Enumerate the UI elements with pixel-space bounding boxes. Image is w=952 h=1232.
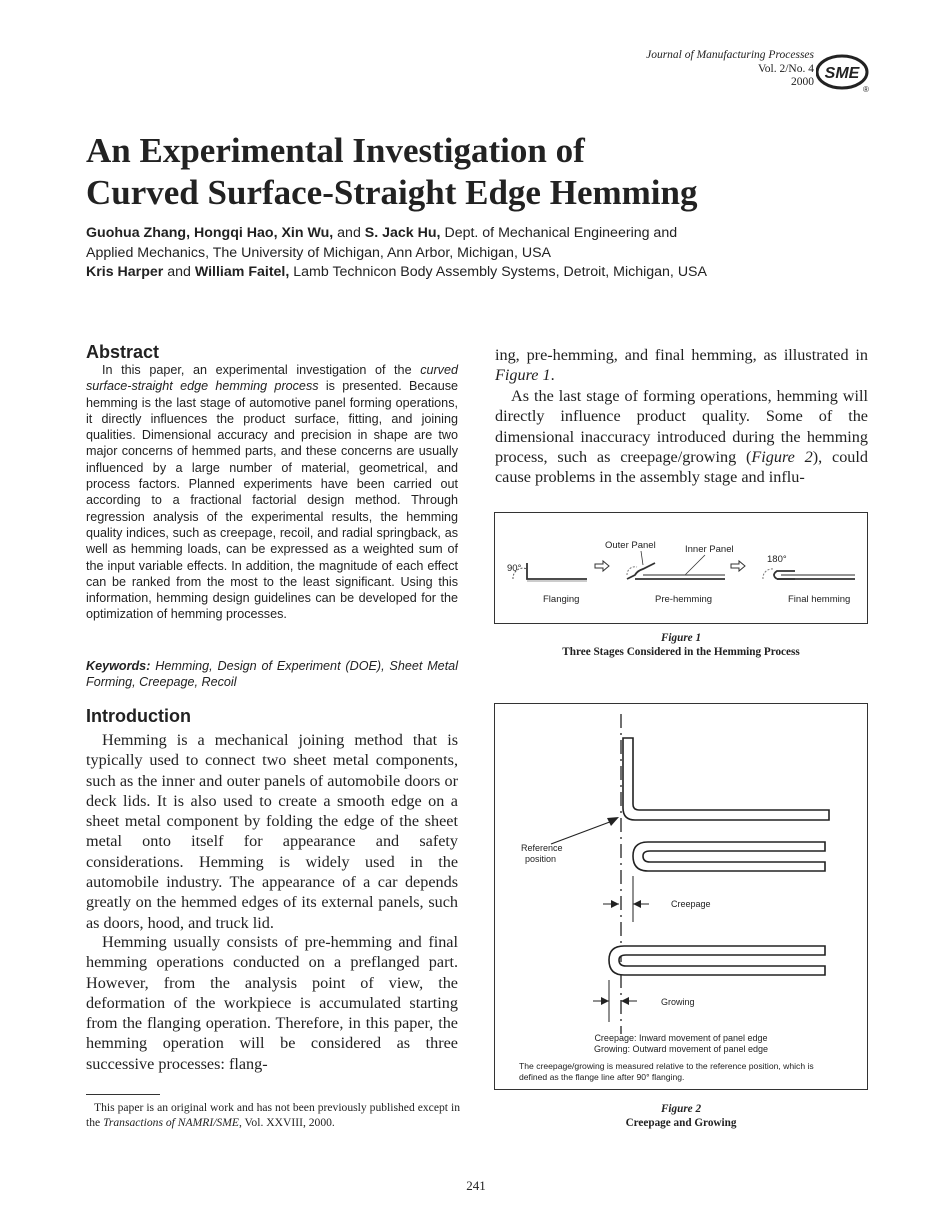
creepage-arrow-right	[633, 900, 641, 908]
figure-2-note-line-2: defined as the flange line after 90° flanging.	[519, 1072, 685, 1082]
journal-info	[646, 49, 814, 90]
process-arrow-1	[595, 561, 609, 571]
author-line-1: Guohua Zhang, Hongqi Hao, Xin Wu, and S. Jack Hu, Dept. of Mechanical Engineering and	[86, 225, 678, 241]
figure-1-reference[interactable]: Figure 1	[495, 366, 551, 385]
stage-flanging-label: Flanging	[543, 594, 580, 605]
keywords-value: Hemming, Design of Experiment (DOE), Sheet Metal Forming, Creepage, Recoil	[86, 659, 458, 690]
keywords-label: Keywords:	[86, 659, 151, 673]
right-paragraph-1: ing, pre-hemming, and final hemming, as illustrated in Figure 1.	[495, 346, 868, 385]
figure-1	[494, 512, 868, 624]
abstract-text: In this paper, an experimental investigation of the curved surface-straight edge hemming process is presented. Because hemming is the last stage of automotive panel forming operations, it directly influences the product surface, fitting, and joining qualities. Dimensional accuracy and precision in shape are two major concerns of hemmed parts, and these concerns are usually influenced by a large number of material, geometrical, and process factors. Planned experiments have been carried out according to a fractional factorial design method. Through regression analysis of the experimental results, the hemming quality indices, such as creepage, recoil, and radial springback, as well as hemming loads, can be expressed as a weighted sum of the input variable effects. In addition, the magnitude of each effect can be ranked from the most to the least significant. Using this information, hemming design guidelines can be developed for the optimization of hemming processes.	[86, 363, 458, 622]
introduction-heading: Introduction	[86, 706, 191, 726]
creepage-arrow-left	[611, 900, 619, 908]
growing-hem-shape	[609, 946, 825, 975]
figure-2-reference[interactable]: Figure 2	[751, 447, 813, 466]
stage-final-hemming-label: Final hemming	[788, 594, 851, 605]
reference-pointer	[551, 820, 615, 844]
figure-2	[494, 703, 868, 1090]
title-line-1: An Experimental Investigation of	[86, 131, 585, 170]
figure-1-caption	[494, 632, 868, 659]
figure-1-drawing	[495, 513, 867, 623]
registered-mark: ®	[863, 85, 869, 94]
creepage-hem-shape	[633, 842, 825, 871]
intro-paragraph-1: Hemming is a mechanical joining method that is typically used to connect two sheet metal components, such as the inner and outer panels of automobile doors or deck lids. It is also used to create a smooth edge on a sheet metal component by folding the edge of the sheet metal onto itself for appearance and safety considerations. Hemming is widely used in the automobile industry. The appearance of a car depends greatly on the hemmed edges of its external panels, such as doors, hood, and truck lid.	[86, 731, 458, 932]
figure-2-caption	[494, 1103, 868, 1130]
title-line-2: Curved Surface-Straight Edge Hemming	[86, 173, 698, 212]
growing-label: Growing	[661, 997, 695, 1007]
figure-2-drawing	[495, 704, 867, 1089]
inner-panel-label: Inner Panel	[685, 544, 734, 555]
journal-volume: Vol. 2/No. 4	[757, 62, 814, 75]
growing-arrow-right	[621, 997, 629, 1005]
journal-year: 2000	[791, 76, 814, 88]
growing-definition: Growing: Outward movement of panel edge	[593, 1044, 769, 1054]
flanged-panel-shape	[623, 738, 829, 820]
creepage-label: Creepage	[671, 899, 711, 909]
author-line-2: Applied Mechanics, The University of Michigan, Ann Arbor, Michigan, USA	[86, 244, 551, 261]
footnote: This paper is an original work and has not been previously published except in the Transactions of NAMRI/SME, Vol. XXVIII, 2000.	[86, 1101, 460, 1129]
sme-logo-text: SME	[824, 65, 860, 82]
figure-2-note-line-1: The creepage/growing is measured relative to the reference position, which is	[519, 1061, 814, 1071]
paper-title	[86, 130, 866, 214]
angle-180-label: 180°	[767, 554, 787, 565]
sme-logo	[816, 52, 872, 94]
figure-2-title: Creepage and Growing	[625, 1116, 737, 1129]
figure-1-number: Figure 1	[660, 632, 702, 644]
keywords	[86, 658, 458, 691]
footnote-rule	[86, 1094, 160, 1095]
outer-panel-pointer	[641, 551, 643, 565]
growing-arrow-left	[601, 997, 609, 1005]
flanged-panel	[527, 563, 587, 579]
page-number: 241	[466, 1178, 486, 1193]
final-angle-arc	[763, 569, 773, 579]
abstract-heading: Abstract	[86, 342, 160, 362]
figure-1-title: Three Stages Considered in the Hemming Process	[562, 645, 800, 658]
author-line-3: Kris Harper and William Faitel, Lamb Technicon Body Assembly Systems, Detroit, Michigan, USA	[86, 264, 707, 280]
reference-label-line-2: position	[525, 854, 557, 864]
right-paragraph-2: As the last stage of forming operations, hemming will directly influence product quality. Some of the dimensional inaccuracy introduced during the hemming process, such as creepage/growing (Figure 2), could cause problems in the assembly stage and influ-	[495, 387, 868, 487]
angle-90-label: 90°	[507, 563, 522, 574]
process-arrow-2	[731, 561, 745, 571]
intro-paragraph-2: Hemming usually consists of pre-hemming and final hemming operations conducted on a preflanged part. However, from the analysis point of view, the deformation of the workpiece is accumulated starting from the flanging operation. Therefore, in this paper, the hemming operation will be considered as three successive processes: flang-	[86, 933, 458, 1073]
author-block	[86, 224, 866, 283]
journal-name: Journal of Manufacturing Processes	[646, 49, 814, 61]
prehem-outer-panel	[627, 563, 655, 579]
reference-arrowhead	[607, 817, 619, 826]
inner-panel-pointer	[685, 555, 705, 575]
creepage-definition: Creepage: Inward movement of panel edge	[594, 1033, 768, 1043]
stage-prehemming-label: Pre-hemming	[655, 594, 713, 605]
reference-label-line-1: Reference	[521, 843, 563, 853]
outer-panel-label: Outer Panel	[605, 540, 656, 551]
figure-2-number: Figure 2	[660, 1103, 702, 1115]
